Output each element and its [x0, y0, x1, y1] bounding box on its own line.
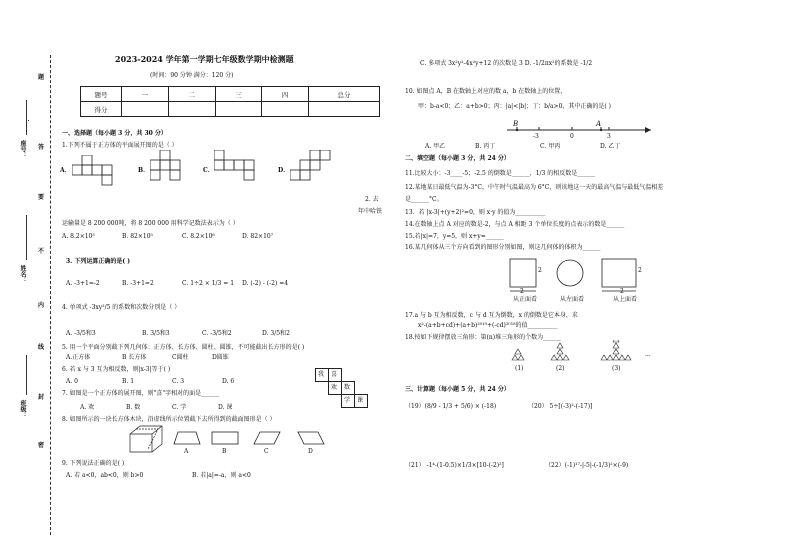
q7-cell-text: 喜 — [331, 371, 338, 378]
q1-net-d — [290, 150, 340, 190]
q5-option-d: D圆锥 — [212, 354, 229, 361]
q7-net-cell — [328, 368, 342, 382]
q6-option-b: B. 1 — [122, 378, 135, 385]
q10-option-c: C. 甲丙 — [540, 143, 561, 150]
score-header-cell: 总分 — [309, 87, 380, 102]
q3-text: 3. 下列运算正确的是( ) — [66, 258, 131, 265]
q10-option-a: A. 甲乙 — [425, 143, 446, 150]
numberline-tick-label: 3 — [607, 133, 611, 140]
q2-right-text: 年中哈铁 — [358, 208, 383, 215]
q18-triangle-pattern — [505, 340, 665, 372]
binding-marker-5: 内 — [38, 302, 45, 309]
view-dim: 2 — [538, 267, 542, 274]
q16-text: 16.某几何体从三个方向看到的图形分别如图，则这几何体的体积为______ — [405, 244, 601, 251]
q1-net-a — [72, 155, 132, 191]
score-header-cell: 二 — [168, 87, 215, 102]
exam-title: 2023-2024 学年第一学期七年级数学期中检测题 — [115, 54, 294, 64]
q1-option-b: B． — [138, 167, 150, 174]
q4-option-b: B. 3/5和3 — [142, 330, 170, 337]
numberline-label-a: A — [596, 120, 602, 128]
q1-text: 1.下列不属于正方体的平面展开图的是（ ） — [62, 142, 178, 149]
score-header-cell: 三 — [215, 87, 262, 102]
q10-text: 10. 如图点 A，B 在数轴上对应的数 a，b 在数轴上的位置， — [405, 88, 567, 95]
q5-option-b: B 长方体 — [122, 354, 147, 361]
q18-text: 18.按如下规律摆放三角形：第(n)堆三角形的个数为______ — [405, 334, 562, 341]
q6-option-d: D. 6 — [222, 378, 235, 385]
binding-marker-1: 题 — [38, 74, 45, 81]
q7-net-cell — [341, 381, 355, 395]
q11-text: 11.比较大小：-3____-5；-2.5 的倒数是______，1/3 的相反数是______ — [405, 170, 596, 177]
score-table — [80, 86, 380, 117]
q9-option-b: B. 若|a|=-a，则 a<0 — [192, 472, 251, 479]
q14-text: 14.在数轴上点 A 对应的数是-2，与点 A 相距 3 个单位长度的点表示的数是______ — [405, 221, 625, 228]
q15-text: 15.若|x|=7，y=5，则 x+y=______ — [405, 233, 504, 240]
q3-option-a: A. -3+1=-2 — [66, 280, 100, 287]
view-label-left: 从左面看 — [560, 296, 585, 303]
score-cell[interactable] — [309, 102, 380, 117]
q19-text: （19）(8/9 - 1/3 + 5/6) × (-18) — [405, 403, 497, 410]
view-label-top: 从上面看 — [613, 296, 638, 303]
q2-option-d: D. 82×10⁷ — [242, 233, 274, 240]
q7-net-cell — [315, 368, 329, 382]
binding-marker-2: 答 — [38, 144, 45, 151]
q10-number-line — [505, 118, 655, 144]
q6-text: 6. 若 x 与 3 互为相反数，则|x-3|等于( ) — [62, 366, 171, 373]
q21-text: （21） -1⁴-(1-0.5)×1/3×[10-(-2)²] — [405, 462, 504, 469]
binding-marker-8: 密 — [38, 442, 45, 449]
q4-option-c: C. -3/5和2 — [202, 330, 232, 337]
q7-net-cell — [328, 381, 342, 395]
q8-shape-a — [172, 430, 202, 446]
q5-option-c: C圆柱 — [172, 354, 189, 361]
q9-continued: C. 多项式 3x²y²-4x²y+12 的次数是 3 D. -1/2πx²的系数是 -1/2 — [420, 60, 593, 67]
q3-option-c: C. 1÷2 × 1/3 = 1 — [182, 280, 235, 287]
q7-cell-text: 学 — [344, 397, 351, 404]
numberline-label-b: B — [513, 120, 519, 128]
q17-text: 17.a 与 b 互为相反数，c 与 d 互为倒数，x 的倒数是它本身，求 — [405, 312, 578, 319]
q7-cell-text: 欢 — [331, 384, 338, 391]
binding-marker-6: 线 — [38, 344, 45, 351]
q5-text: 5. 用一个平面分别截下列几何体：正方体、长方体、圆柱、圆锥，不可能截出长方形的是( ) — [62, 344, 305, 351]
exam-meta: (时间：90 分钟 满分：120 分) — [150, 72, 234, 79]
score-cell[interactable] — [215, 102, 262, 117]
score-cell[interactable] — [262, 102, 309, 117]
q4-option-d: D. 3/5和2 — [262, 330, 290, 337]
numberline-tick-label: 0 — [570, 133, 574, 140]
q8-shape-d — [296, 430, 326, 446]
q8-text: 8. 如图所示的一块长方体木块，沿虚线所示位置截下去所得到的截面图形是（ ） — [62, 416, 276, 423]
q7-text: 7. 如图是一个正方体的展开图，则"喜"字相对的面是______ — [62, 390, 220, 397]
binding-dashed-line — [50, 55, 51, 535]
q7-option-b: B. 数 — [126, 404, 141, 411]
q12-text: 12.某地某日最低气温为-3°C，中午时气温最高为 6°C，则该地这一天的最高气温与最低气温相差 — [405, 184, 664, 191]
view-label-front: 从正面看 — [513, 296, 538, 303]
view-dim: 2 — [638, 267, 642, 274]
name-field-line — [26, 215, 27, 260]
q8-shape-c — [252, 430, 282, 446]
svg-text:···: ··· — [645, 353, 651, 360]
view-dim: 2 — [620, 288, 624, 295]
q10-statements: 甲：b-a<0；乙：a+b>0；丙：|a|<|b|；丁：b/a>0，其中正确的是( ) — [418, 103, 611, 110]
q22-text: （22）(-1)¹⁷-|-5|-(-1/3)²×(-9) — [545, 462, 629, 469]
class-label: 班级： — [19, 400, 26, 418]
q6-option-a: A. 0 — [66, 378, 78, 385]
binding-marker-3: 要 — [38, 194, 45, 201]
q17-text-cont: x²-(a+b+cd)+(a+b)²⁰¹⁹+(-cd)²⁰¹⁸的值__________ — [418, 322, 558, 329]
q5-option-a: A.正方体 — [66, 354, 91, 361]
class-field-line — [26, 355, 27, 395]
q8-option-d: D — [308, 448, 313, 455]
view-dim: 2 — [520, 288, 524, 295]
q7-option-d: D. 课 — [218, 404, 233, 411]
q7-cell-text: 我 — [318, 371, 325, 378]
q18-label: (3) — [612, 365, 621, 372]
score-row-label: 得分 — [81, 102, 122, 117]
q13-text: 13．若 |x-3|+(y+2)²=0，则 x·y 的值为__________ — [405, 209, 546, 216]
q8-option-a: A — [184, 448, 189, 455]
score-header-cell: 四 — [262, 87, 309, 102]
q9-option-a: A. 若 a<0，ab<0，则 b>0 — [66, 472, 144, 479]
q12-text-cont: 是______°C。 — [405, 196, 443, 203]
section3-header: 三、计算题（每小题 5 分，共 24 分） — [405, 386, 510, 393]
q1-net-b — [150, 150, 190, 190]
q10-option-b: B. 丙丁 — [475, 143, 496, 150]
seat-underline — [28, 120, 29, 121]
q7-net-cell — [354, 394, 368, 408]
seat-field-line — [26, 100, 27, 135]
q9-text: 9. 下列说法正确的是( ) — [62, 460, 125, 467]
q8-block-figure — [128, 424, 164, 454]
score-header-cell: 一 — [122, 87, 169, 102]
q1-option-d: D． — [278, 167, 290, 174]
q7-option-a: A. 欢 — [80, 404, 95, 411]
q8-option-c: C — [264, 448, 269, 455]
numberline-tick-label: -3 — [533, 133, 539, 140]
q20-text: （20） 5÷[(-3)²-(-17)] — [528, 403, 593, 410]
binding-marker-7: 封 — [38, 394, 45, 401]
q6-option-c: C. 3 — [172, 378, 185, 385]
q4-text: 4. 单项式 -3xy²/5 的系数和次数分别是（ ） — [62, 304, 181, 311]
section1-header: 一、选择题（每小题 3 分，共 30 分） — [62, 130, 167, 137]
q7-option-c: C. 学 — [172, 404, 187, 411]
score-cell[interactable] — [122, 102, 169, 117]
seat-label: 座号： — [19, 140, 26, 158]
q2-right-number: 2. 去 — [365, 196, 379, 203]
q8-shape-b — [210, 430, 240, 446]
q7-cell-text: 课 — [357, 397, 364, 404]
q7-cell-text: 数 — [344, 384, 351, 391]
q8-option-b: B — [222, 448, 227, 455]
q2-option-a: A. 8.2×10⁵ — [62, 233, 95, 240]
q3-option-b: B. -3+1=2 — [122, 280, 154, 287]
q2-text: 运输量是 8 200 000吨，将 8 200 000 用科学记数法表示为（ ） — [62, 220, 239, 227]
section2-header: 二、填空题（每小题 3 分，共 24 分） — [405, 155, 510, 162]
q2-option-b: B. 82×10⁵ — [122, 233, 153, 240]
q4-option-a: A. -3/5和3 — [66, 330, 96, 337]
score-cell[interactable] — [168, 102, 215, 117]
q18-label: (2) — [556, 365, 565, 372]
name-label: 姓名： — [19, 265, 26, 283]
binding-marker-4: 不 — [38, 248, 45, 255]
q18-label: (1) — [515, 365, 524, 372]
q10-option-d: D. 乙丁 — [600, 143, 621, 150]
q1-net-c — [214, 150, 264, 190]
score-header-cell: 题号 — [81, 87, 122, 102]
q1-option-c: C． — [203, 167, 214, 174]
q3-option-d: D. (-2) - (-2) =4 — [242, 280, 289, 287]
q2-option-c: C. 8.2×10⁶ — [182, 233, 215, 240]
q1-option-a: A． — [60, 167, 71, 174]
q7-net-cell — [341, 394, 355, 408]
